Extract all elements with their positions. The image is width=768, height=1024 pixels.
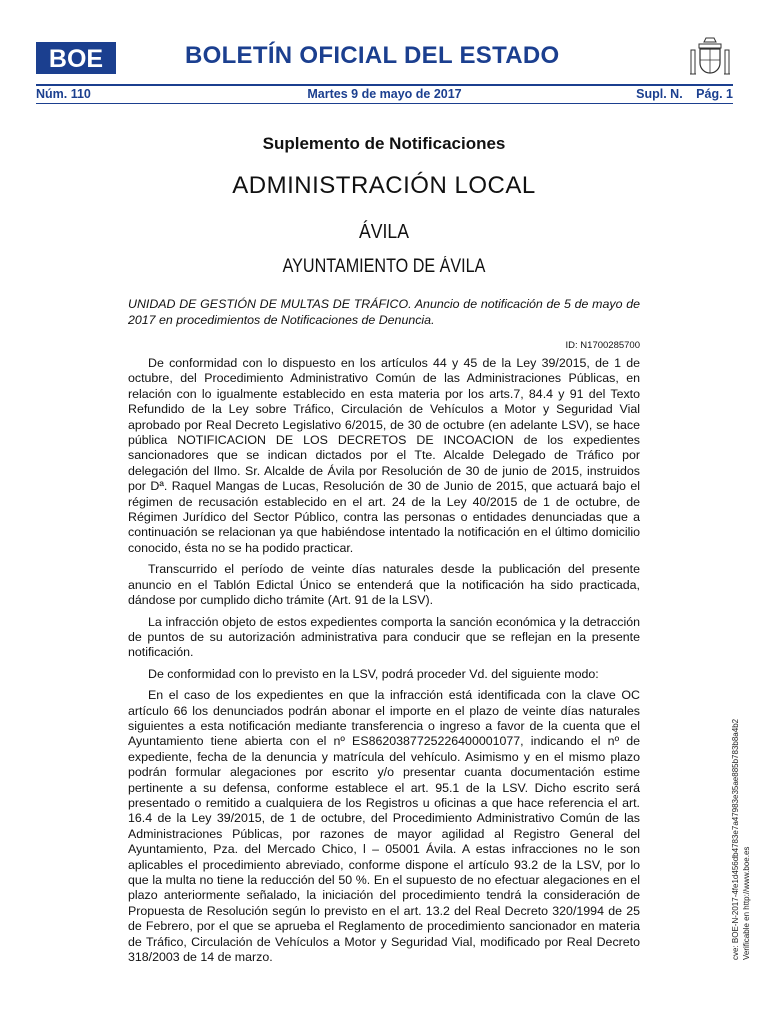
page-info — [626, 87, 733, 101]
issue-bar — [36, 86, 733, 104]
verification-link: Verificable en http://www.boe.es — [742, 846, 751, 960]
council-title: AYUNTAMIENTO DE ÁVILA — [282, 256, 486, 277]
boe-logo — [36, 42, 116, 74]
announcement-body — [128, 356, 640, 971]
logo-text: BOE — [48, 45, 104, 73]
header — [36, 36, 736, 82]
paragraph: De conformidad con lo previsto en la LSV, podrá proceder Vd. del siguiente modo: — [148, 666, 599, 681]
verification-sidebar — [730, 660, 752, 960]
paragraph: En el caso de los expedientes en que la infracción está identificada con la clave OC artículo 66 los denunciados podrán abonar el importe en el plazo de veinte días naturales siguientes a esta notificación mediante transferencia o ingreso a favor de la cuenta que el Ayuntamiento tiene abierta con el nº ES8620387725226400001077, indicando el nº de expediente, fecha de la denuncia y matrícula del vehículo. Asimismo y en el mismo plazo podrán formular alegaciones por escrito y/o presentar cuanta documentación estime pertinente a su defensa, conforme establece el art. 95.1 de la LSV. Dicho escrito será presentado o remitido a cualquiera de los Registros u oficinas a que hace referencia el art. 16.4 de la Ley 39/2015, de 1 de octubre, del Procedimiento Administrativo Común de las Administraciones Públicas, por razones de mayor agilidad al Registro General del Ayuntamiento, Pza. del Mercado Chico, l – 05001 Ávila. A estas infracciones no le son aplicables el procedimiento abreviado, conforme dispone el artículo 93.2 de la LSV, por lo que la multa no tiene la reducción del 50 %. En el supuesto de no efectuar alegaciones en el plazo anteriormente señalado, la iniciación del procedimiento tendrá la consideración de Propuesta de Resolución según lo previsto en el art. 13.2 del Real Decreto 320/1994 de 25 de Febrero, por el que se aprueba el Reglamento de procedimiento sancionador en materia de Tráfico, Circulación de Vehículos a Motor y Seguridad Vial, modificado por Real Decreto 318/2003 de 14 de marzo. — [128, 688, 640, 965]
gazette-title: BOLETÍN OFICIAL DEL ESTADO — [185, 42, 560, 69]
administration-title: ADMINISTRACIÓN LOCAL — [232, 172, 536, 199]
issue-date: Martes 9 de mayo de 2017 — [307, 87, 462, 101]
document-id: ID: N1700285700 — [565, 340, 640, 351]
issue-number: Núm. 110 — [36, 87, 91, 101]
cve-code: cve: BOE-N-2017-4fe1d456db4783e7a47983e35ae885b783b8a4b2 — [731, 718, 740, 960]
supplement-title: Suplemento de Notificaciones — [262, 134, 506, 153]
supplement-label: Supl. N. — [636, 87, 683, 101]
announcement-lead: UNIDAD DE GESTIÓN DE MULTAS DE TRÁFICO. Anuncio de notificación de 5 de mayo de 2017 en procedimientos de Notificaciones de Denuncia. — [128, 297, 640, 327]
coat-of-arms-icon — [687, 36, 733, 82]
paragraph: Transcurrido el período de veinte días naturales desde la publicación del presente anuncio en el Tablón Edictal Único se entenderá que la notificación ha sido practicada, dándose por cumplido dicho trámite (Art. 91 de la LSV). — [128, 562, 640, 608]
header-rule-bottom — [36, 103, 733, 104]
paragraph: De conformidad con lo dispuesto en los artículos 44 y 45 de la Ley 39/2015, de 1 de octubre, del Procedimiento Administrativo Común de las Administraciones Públicas, en relación con lo igualmente establecido en esta materia por los arts.7, 84.4 y 91 del Texto Refundido de la Ley sobre Tráfico, Circulación de Vehículos a Motor y Seguridad Vial aprobado por Real Decreto Legislativo 6/2015, de 30 de octubre (en adelante LSV), se hace pública NOTIFICACION DE LOS DECRETOS DE INCOACION de los expedientes sancionadores que se indican dictados por el Tte. Alcalde Delegado de Tráfico por delegación del Ilmo. Sr. Alcalde de Ávila por Resolución de 30 de junio de 2015, instruidos por Dª. Raquel Mangas de Lucas, Resolución de 30 de Junio de 2015, que actuará bajo el régimen de recusación establecido en el art. 24 de la Ley 40/2015 de 1 de octubre, de Régimen Jurídico del Sector Público, contra las personas o entidades denunciadas que a continuación se relacionan ya que habiéndose intentado la notificación en el último domicilio conocido, ésta no se ha podido practicar. — [128, 356, 640, 555]
paragraph: La infracción objeto de estos expedientes comporta la sanción económica y la detracción de puntos de su autorización administrativa para conducir que se reflejan en la presente notificación. — [128, 614, 640, 660]
city-title: ÁVILA — [359, 221, 409, 243]
page-number: Pág. 1 — [696, 87, 733, 101]
